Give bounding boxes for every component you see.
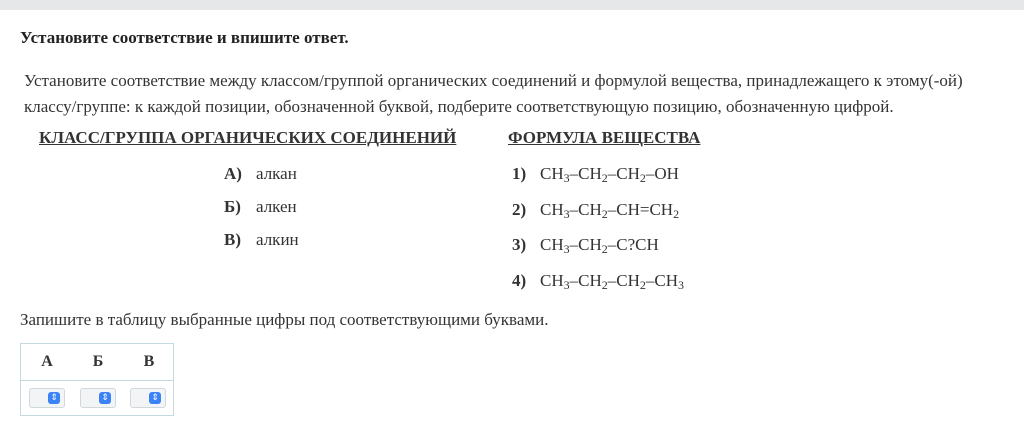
formula-column-header: ФОРМУЛА ВЕЩЕСТВА [508,128,701,147]
formula-text: $CH_3-CH_2-CH_2-CH_3$ [540,271,684,292]
class-column-header: КЛАСС/ГРУППА ОРГАНИЧЕСКИХ СОЕДИНЕНИЙ [39,128,457,147]
class-item [224,164,297,184]
class-label: алкин [256,230,299,249]
formula-item [512,200,679,220]
formula-item [512,271,684,291]
class-key: А) [224,164,242,183]
top-bar [0,0,1024,10]
formula-text: $CH_3-CH_2-CH=CH_2$ [540,200,680,221]
task-title: Установите соответствие и впишите ответ. [20,28,349,47]
formula-text: $CH_3-CH_2-CH_2-OH$ [540,164,679,185]
formula-key: 4) [512,271,527,290]
formula-text: $CH_3-CH_2-C?CH$ [540,235,659,256]
answer-select-v[interactable] [130,388,166,408]
formula-item [512,164,679,184]
class-label: алкан [256,164,297,183]
class-label: алкен [256,197,297,216]
answer-table [20,343,174,416]
instruction-text: Установите соответствие между классом/группой органических соединений и формулой вещества, принадлежащего к этому(-ой) классу/группе: к каждой позиции, обозначенной буквой, подберите соответствующую позицию, обозначенную цифрой. [24,71,963,116]
chevron-updown-icon: ⇕ [48,392,60,404]
answer-select-b[interactable] [80,388,116,408]
formula-item [512,235,659,255]
formula-key: 3) [512,235,527,254]
answer-instruction: Запишите в таблицу выбранные цифры под соответствующими буквами. [20,310,549,329]
chevron-updown-icon: ⇕ [149,392,161,404]
class-key: Б) [224,197,241,216]
class-item [224,230,299,250]
column-header-b: Б [92,353,104,370]
column-header-v: В [143,353,155,370]
class-key: В) [224,230,241,249]
answer-select-a[interactable] [29,388,65,408]
answer-table-header [21,344,173,381]
formula-key: 1) [512,164,527,183]
formula-key: 2) [512,200,527,219]
column-header-a: А [41,353,53,370]
class-item [224,197,297,217]
chevron-updown-icon: ⇕ [99,392,111,404]
